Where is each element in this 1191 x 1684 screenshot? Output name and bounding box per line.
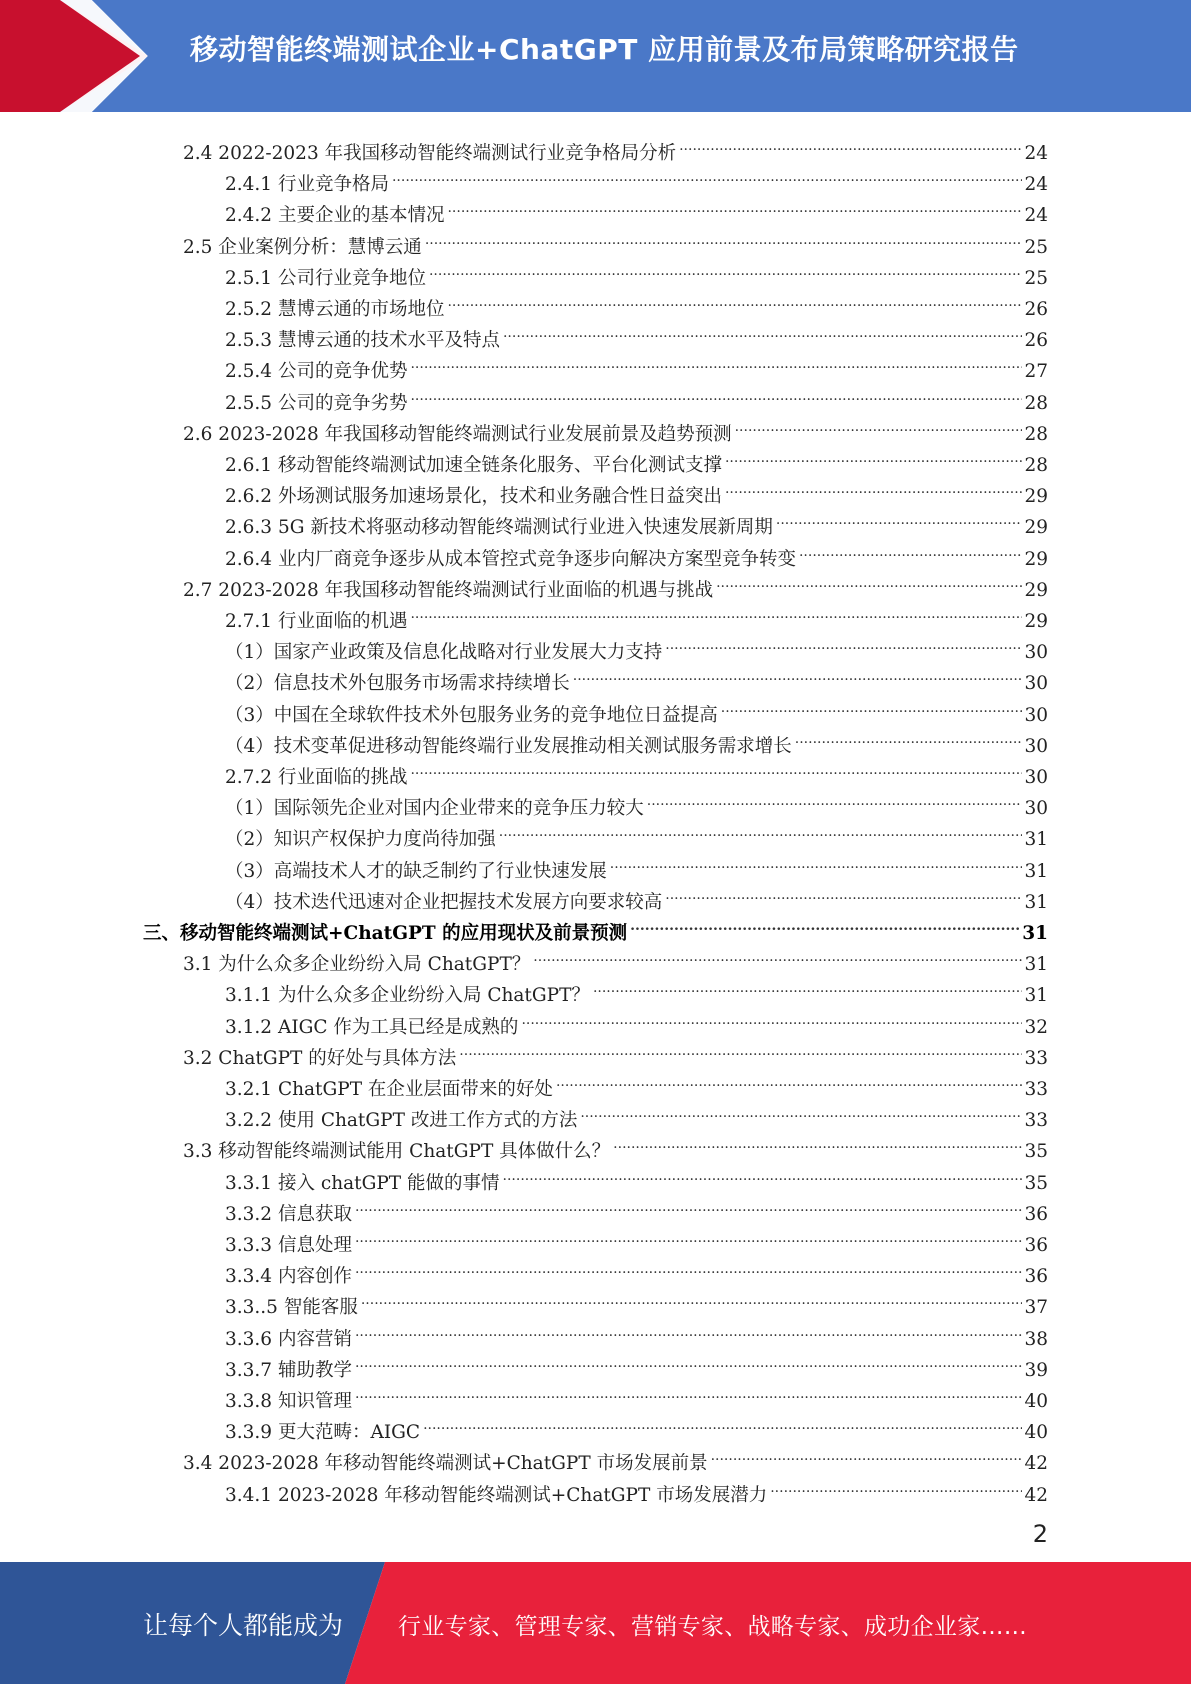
- toc-entry-page: 31: [1024, 860, 1048, 882]
- footer-slogan: 让每个人都能成为: [143, 1611, 344, 1640]
- toc-entry-page: 29: [1024, 579, 1048, 601]
- toc-entry-title: （2）知识产权保护力度尚待加强: [225, 829, 496, 851]
- toc-entry[interactable]: [225, 502, 1048, 539]
- toc-entry-page: 31: [1024, 891, 1048, 913]
- chevron-logo-icon: [0, 0, 160, 112]
- toc-entry-page: 32: [1024, 1016, 1048, 1038]
- toc-entry[interactable]: [225, 1064, 1048, 1100]
- toc-entry[interactable]: [225, 1158, 1048, 1194]
- toc-entry-page: 28: [1024, 423, 1048, 445]
- toc-entry-page: 29: [1024, 611, 1048, 632]
- toc-leader-dots: [716, 565, 1022, 596]
- toc-entry-page: 31: [1024, 985, 1048, 1007]
- toc-entry-title: （3）高端技术人才的缺乏制约了行业快速发展: [225, 860, 607, 882]
- toc-leader-dots: [503, 315, 1022, 346]
- toc-leader-dots: [711, 1438, 1023, 1469]
- toc-entry-title: 2.7 2023-2028 年我国移动智能终端测试行业面临的机遇与挑战: [183, 579, 714, 601]
- toc-entry-title: （4）技术迭代迅速对企业把握技术发展方向要求较高: [225, 891, 663, 913]
- toc-entry[interactable]: [225, 1345, 1048, 1381]
- toc-entry-title: （4）技术变革促进移动智能终端行业发展推动相关测试服务需求增长: [225, 735, 792, 757]
- toc-entry[interactable]: [183, 222, 1048, 258]
- toc-leader-dots: [593, 970, 1023, 1001]
- toc-entry-title: 3.1.1 为什么众多企业纷纷入局 ChatGPT？: [225, 985, 590, 1007]
- toc-leader-dots: [355, 1251, 1023, 1282]
- toc-entry[interactable]: [225, 1095, 1048, 1132]
- toc-entry-title: 3.4.1 2023-2028 年移动智能终端测试+ChatGPT 市场发展潜力: [225, 1484, 768, 1506]
- toc-entry[interactable]: [225, 846, 1048, 882]
- toc-entry[interactable]: [225, 378, 1048, 414]
- toc-entry-page: 37: [1024, 1297, 1048, 1319]
- toc-entry-page: 24: [1024, 143, 1048, 164]
- toc-entry[interactable]: [225, 1282, 1048, 1319]
- toc-leader-dots: [410, 378, 1022, 409]
- toc-entry-page: 35: [1024, 1141, 1048, 1163]
- toc-leader-dots: [799, 534, 1022, 565]
- toc-leader-dots: [776, 502, 1023, 533]
- toc-entry-page: 38: [1024, 1328, 1048, 1350]
- toc-entry-page: 35: [1024, 1172, 1048, 1194]
- toc-entry-page: 36: [1024, 1235, 1048, 1256]
- toc-entry-page: 36: [1024, 1203, 1048, 1225]
- toc-entry-title: （1）国家产业政策及信息化战略对行业发展大力支持: [225, 642, 663, 664]
- toc-leader-dots: [795, 721, 1023, 752]
- toc-entry-title: （2）信息技术外包服务市场需求持续增长: [225, 673, 570, 695]
- page-header: [0, 0, 1191, 112]
- toc-entry-page: 26: [1024, 299, 1048, 320]
- toc-entry[interactable]: [225, 1220, 1048, 1256]
- toc-entry[interactable]: [225, 690, 1048, 726]
- toc-entry-title: 2.4 2022-2023 年我国移动智能终端测试行业竞争格局分析: [183, 143, 677, 164]
- toc-leader-dots: [613, 1126, 1022, 1157]
- toc-entry-page: 29: [1024, 486, 1048, 508]
- toc-entry[interactable]: [225, 721, 1048, 757]
- toc-leader-dots: [573, 658, 1023, 689]
- toc-leader-dots: [735, 409, 1023, 440]
- toc-entry[interactable]: [183, 128, 1048, 164]
- toc-entry[interactable]: [183, 1438, 1048, 1475]
- toc-leader-dots: [556, 1064, 1023, 1095]
- toc-entry-page: 30: [1024, 673, 1048, 695]
- toc-leader-dots: [647, 783, 1023, 814]
- toc-entry[interactable]: [183, 939, 1048, 976]
- toc-entry-page: 24: [1024, 174, 1048, 196]
- toc-leader-dots: [392, 159, 1022, 190]
- toc-entry[interactable]: [225, 814, 1048, 851]
- toc-leader-dots: [410, 752, 1022, 783]
- toc-entry-page: 28: [1024, 392, 1048, 414]
- toc-entry-title: 3.3..5 智能客服: [225, 1297, 358, 1319]
- toc-entry[interactable]: [225, 596, 1048, 632]
- toc-leader-dots: [425, 222, 1023, 253]
- toc-entry[interactable]: [225, 658, 1048, 695]
- toc-entry[interactable]: [225, 253, 1048, 289]
- toc-entry-page: 31: [1024, 954, 1048, 976]
- toc-entry-title: 2.6 2023-2028 年我国移动智能终端测试行业发展前景及趋势预测: [183, 423, 732, 445]
- page-footer: [0, 1562, 1191, 1684]
- toc-entry-title: 3.2 ChatGPT 的好处与具体方法: [183, 1047, 457, 1069]
- toc-entry-title: 2.7.2 行业面临的挑战: [225, 767, 408, 788]
- toc-entry-page: 24: [1024, 205, 1048, 227]
- toc-entry[interactable]: [225, 970, 1048, 1007]
- toc-leader-dots: [459, 1033, 1022, 1064]
- toc-leader-dots: [503, 1158, 1023, 1189]
- toc-entry-title: 3.3.4 内容创作: [225, 1266, 352, 1288]
- toc-entry[interactable]: [225, 315, 1048, 352]
- toc-entry[interactable]: [225, 190, 1048, 227]
- toc-entry[interactable]: [225, 1002, 1048, 1038]
- toc-entry-page: 39: [1024, 1359, 1048, 1381]
- toc-entry-page: 28: [1024, 455, 1048, 476]
- toc-entry[interactable]: [225, 877, 1048, 913]
- toc-entry-title: （3）中国在全球软件技术外包服务业务的竞争地位日益提高: [225, 704, 718, 726]
- toc-entry[interactable]: [225, 1407, 1048, 1444]
- toc-entry[interactable]: [183, 409, 1048, 445]
- toc-entry-title: 2.5.2 慧博云通的市场地位: [225, 299, 445, 320]
- toc-entry-title: 3.1.2 AIGC 作为工具已经是成熟的: [225, 1016, 519, 1038]
- toc-entry[interactable]: [183, 565, 1048, 601]
- toc-leader-dots: [521, 1002, 1022, 1033]
- toc-entry-page: 30: [1024, 642, 1048, 664]
- toc-entry-page: 30: [1024, 704, 1048, 726]
- toc-entry-page: 33: [1024, 1047, 1048, 1069]
- toc-entry[interactable]: [225, 1376, 1048, 1412]
- toc-entry[interactable]: [143, 908, 1048, 944]
- toc-entry-title: 2.7.1 行业面临的机遇: [225, 611, 408, 632]
- toc-entry[interactable]: [225, 534, 1048, 570]
- toc-entry[interactable]: [225, 1470, 1048, 1506]
- toc-entry-title: 2.6.4 业内厂商竞争逐步从成本管控式竞争逐步向解决方案型竞争转变: [225, 548, 796, 570]
- toc-entry-title: 2.5.3 慧博云通的技术水平及特点: [225, 330, 500, 352]
- toc-entry-title: 3.3.3 信息处理: [225, 1235, 352, 1256]
- toc-entry-page: 30: [1024, 798, 1048, 820]
- toc-entry-title: 3.3 移动智能终端测试能用 ChatGPT 具体做什么？: [183, 1141, 611, 1163]
- toc-entry-title: （1）国际领先企业对国内企业带来的竞争压力较大: [225, 798, 644, 820]
- toc-entry-page: 29: [1024, 517, 1048, 539]
- toc-entry[interactable]: [225, 159, 1048, 196]
- toc-leader-dots: [447, 284, 1022, 315]
- toc-entry[interactable]: [225, 752, 1048, 788]
- toc-entry-page: 33: [1024, 1110, 1048, 1132]
- toc-entry-page: 36: [1024, 1266, 1048, 1288]
- toc-entry-page: 31: [1022, 923, 1048, 944]
- toc-entry-title: 2.5.1 公司行业竞争地位: [225, 267, 426, 289]
- toc-entry-title: 3.2.2 使用 ChatGPT 改进工作方式的方法: [225, 1110, 578, 1132]
- toc-leader-dots: [361, 1282, 1023, 1313]
- toc-entry-title: 2.4.1 行业竞争格局: [225, 174, 389, 196]
- toc-entry-title: 2.6.1 移动智能终端测试加速全链条化服务、平台化测试支撑: [225, 455, 722, 476]
- toc-leader-dots: [610, 846, 1023, 877]
- toc-entry-page: 31: [1024, 829, 1048, 851]
- toc-entry-page: 30: [1024, 767, 1048, 788]
- toc-leader-dots: [410, 346, 1022, 377]
- footer-tagline: 行业专家、管理专家、营销专家、战略专家、成功企业家……: [398, 1614, 1028, 1640]
- report-title: 移动智能终端测试企业+ChatGPT 应用前景及布局策略研究报告: [190, 33, 1019, 66]
- toc-leader-dots: [429, 253, 1022, 284]
- toc-entry-title: 三、移动智能终端测试+ChatGPT 的应用现状及前景预测: [143, 923, 628, 944]
- toc-entry-page: 42: [1024, 1453, 1048, 1475]
- toc-leader-dots: [770, 1470, 1022, 1501]
- toc-leader-dots: [355, 1220, 1023, 1251]
- toc-entry[interactable]: [225, 627, 1048, 664]
- toc-entry-page: 33: [1024, 1079, 1048, 1100]
- toc-entry-title: 3.3.8 知识管理: [225, 1391, 352, 1412]
- toc-entry[interactable]: [225, 1251, 1048, 1288]
- toc-entry[interactable]: [225, 346, 1048, 383]
- toc-entry-page: 42: [1024, 1484, 1048, 1506]
- toc-leader-dots: [630, 908, 1020, 939]
- toc-entry-title: 3.3.2 信息获取: [225, 1203, 352, 1225]
- toc-leader-dots: [721, 690, 1023, 721]
- toc-entry[interactable]: [225, 471, 1048, 508]
- toc-entry-page: 25: [1024, 267, 1048, 289]
- toc-entry-title: 3.3.1 接入 chatGPT 能做的事情: [225, 1172, 500, 1194]
- toc-leader-dots: [499, 814, 1023, 845]
- toc-entry-page: 40: [1024, 1422, 1048, 1444]
- toc-entry-title: 3.3.6 内容营销: [225, 1328, 352, 1350]
- toc-leader-dots: [355, 1376, 1023, 1407]
- toc-entry-page: 26: [1024, 330, 1048, 352]
- toc-entry[interactable]: [225, 1189, 1048, 1225]
- toc-leader-dots: [665, 877, 1022, 908]
- toc-entry[interactable]: [183, 1033, 1048, 1069]
- toc-leader-dots: [725, 440, 1022, 471]
- toc-entry-title: 3.1 为什么众多企业纷纷入局 ChatGPT？: [183, 954, 531, 976]
- toc-entry-page: 30: [1024, 735, 1048, 757]
- toc-leader-dots: [725, 471, 1022, 502]
- toc-entry-page: 27: [1024, 361, 1048, 383]
- toc-leader-dots: [580, 1095, 1022, 1126]
- toc-entry-page: 40: [1024, 1391, 1048, 1412]
- toc-entry-title: 3.4 2023-2028 年移动智能终端测试+ChatGPT 市场发展前景: [183, 1453, 708, 1475]
- toc-leader-dots: [355, 1189, 1023, 1220]
- toc-entry-title: 3.3.7 辅助教学: [225, 1359, 352, 1381]
- toc-leader-dots: [447, 190, 1022, 221]
- toc-leader-dots: [665, 627, 1022, 658]
- toc-entry-page: 25: [1024, 236, 1048, 258]
- toc-entry-page: 29: [1024, 548, 1048, 570]
- toc-entry[interactable]: [225, 440, 1048, 476]
- toc-leader-dots: [355, 1314, 1023, 1345]
- page-number: 2: [1032, 1520, 1048, 1548]
- toc-leader-dots: [355, 1345, 1023, 1376]
- toc-entry-title: 2.4.2 主要企业的基本情况: [225, 205, 445, 227]
- toc-entry-title: 2.6.3 5G 新技术将驱动移动智能终端测试行业进入快速发展新周期: [225, 517, 773, 539]
- toc-entry[interactable]: [225, 1314, 1048, 1350]
- toc-entry[interactable]: [183, 1126, 1048, 1163]
- toc-entry[interactable]: [225, 783, 1048, 820]
- toc-entry[interactable]: [225, 284, 1048, 320]
- toc-leader-dots: [423, 1407, 1022, 1438]
- toc-entry-title: 2.5 企业案例分析：慧博云通: [183, 236, 422, 258]
- toc-entry-title: 2.5.5 公司的竞争劣势: [225, 392, 408, 414]
- toc-entry-title: 3.3.9 更大范畴：AIGC: [225, 1422, 421, 1444]
- toc-entry-title: 3.2.1 ChatGPT 在企业层面带来的好处: [225, 1079, 553, 1100]
- toc-leader-dots: [679, 128, 1022, 159]
- toc-entry-title: 2.5.4 公司的竞争优势: [225, 361, 408, 383]
- toc-leader-dots: [533, 939, 1022, 970]
- toc-leader-dots: [410, 596, 1022, 627]
- toc-entry-title: 2.6.2 外场测试服务加速场景化，技术和业务融合性日益突出: [225, 486, 722, 508]
